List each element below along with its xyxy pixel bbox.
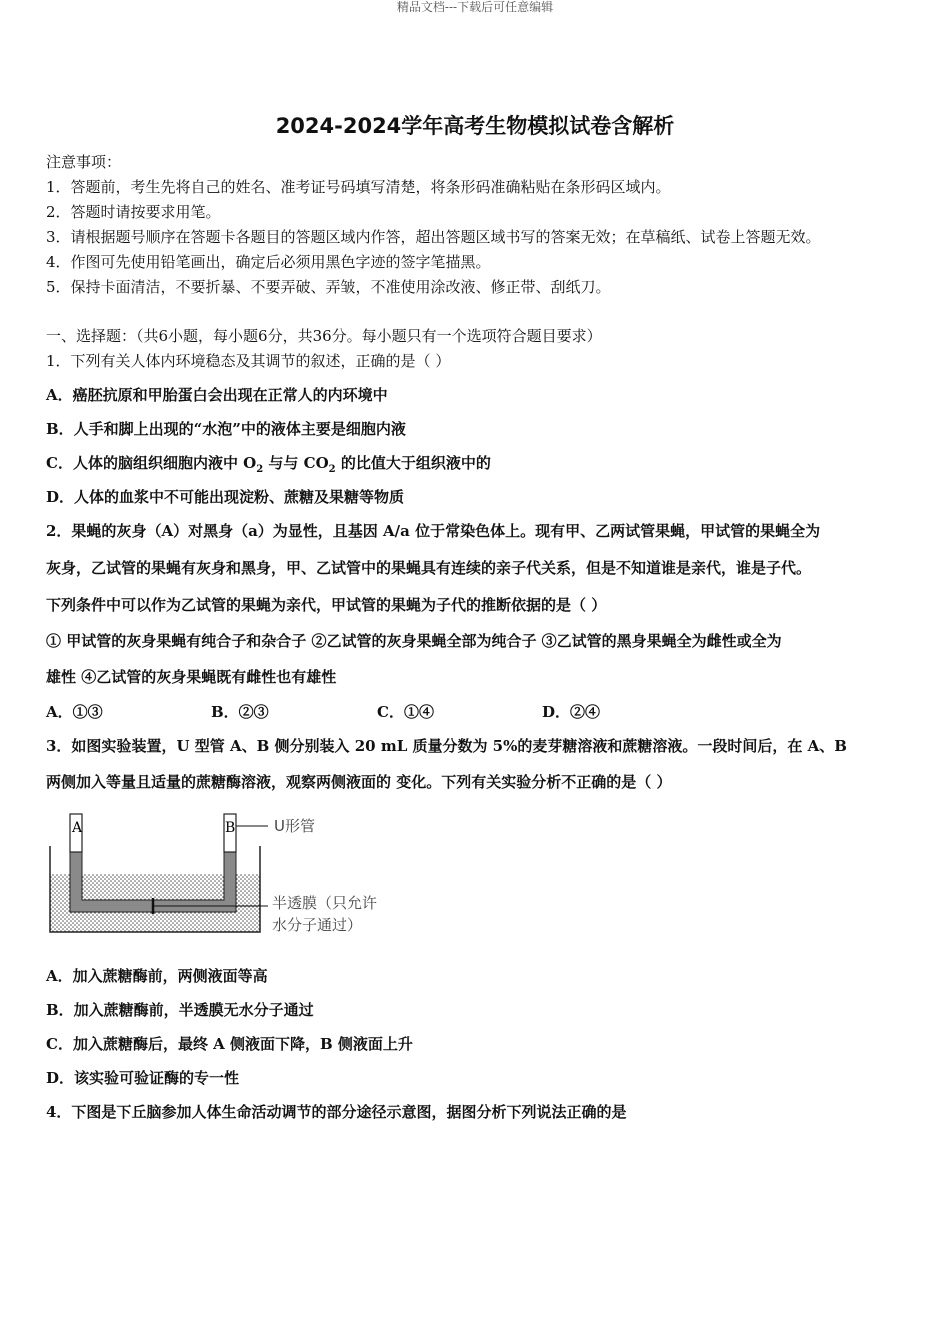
q3-line: 两侧加入等量且适量的蔗糖酶溶液，观察两侧液面的 变化。下列有关实验分析不正确的是（ ） [46, 773, 672, 791]
page-title: 2024-2024学年高考生物模拟试卷含解析 [275, 114, 675, 138]
q1-option-b: B．人手和脚上出现的“水泡”中的液体主要是细胞内液 [46, 420, 406, 438]
q1-option-c [46, 453, 491, 480]
section-heading: 一、选择题：（共6小题，每小题6分，共36分。每小题只有一个选项符合题目要求） [46, 327, 602, 345]
q1-c-mid: 与与 CO [263, 454, 329, 472]
q1-c-sub2: 2 [328, 464, 336, 475]
notice-heading: 注意事项： [46, 153, 122, 171]
q3-option-c: C．加入蔗糖酶后，最终 A 侧液面下降，B 侧液面上升 [46, 1035, 413, 1053]
q3-option-a: A．加入蔗糖酶前，两侧液面等高 [46, 967, 268, 985]
q1-option-d: D．人体的血浆中不可能出现淀粉、蔗糖及果糖等物质 [46, 488, 405, 506]
q2-option-a: A．①③ [46, 703, 103, 721]
header-note: 精品文档---下载后可任意编辑 [396, 0, 554, 14]
label-u-tube: U形管 [274, 817, 315, 835]
q2-line: 灰身，乙试管的果蝇有灰身和黑身，甲、乙试管中的果蝇具有连续的亲子代关系，但是不知道谁是亲代，谁是子代。 [46, 559, 812, 577]
notice-item: 5．保持卡面清洁，不要折暴、不要弄破、弄皱，不准使用涂改液、修正带、刮纸刀。 [46, 278, 611, 296]
notice-item: 1．答题前，考生先将自己的姓名、准考证号码填写清楚，将条形码准确粘贴在条形码区域内。 [46, 178, 671, 196]
q2-line: 2．果蝇的灰身（A）对黑身（a）为显性，且基因 A/a 位于常染色体上。现有甲、乙两试管果蝇，甲试管的果蝇全为 [46, 522, 821, 540]
q1-stem: 1．下列有关人体内环境稳态及其调节的叙述，正确的是（ ） [46, 352, 451, 370]
q2-line: ① 甲试管的灰身果蝇有纯合子和杂合子 ②乙试管的灰身果蝇全部为纯合子 ③乙试管的黑身果蝇全为雌性或全为 [46, 632, 782, 650]
q3-line: 3．如图实验装置，U 型管 A、B 侧分别装入 20 mL 质量分数为 5%的麦芽糖溶液和蔗糖溶液。一段时间后，在 A、B [46, 737, 847, 755]
q2-option-c: C．①④ [377, 703, 434, 721]
q3-option-d: D．该实验可验证酶的专一性 [46, 1069, 240, 1087]
notice-item: 4．作图可先使用铅笔画出，确定后必须用黑色字迹的签字笔描黑。 [46, 253, 491, 271]
q2-line: 雄性 ④乙试管的灰身果蝇既有雌性也有雄性 [46, 668, 337, 686]
label-membrane-1: 半透膜（只允许 [272, 894, 378, 912]
q2-line: 下列条件中可以作为乙试管的果蝇为亲代，甲试管的果蝇为子代的推断依据的是（ ） [46, 596, 607, 614]
q2-option-d: D．②④ [542, 703, 601, 721]
q3-option-b: B．加入蔗糖酶前，半透膜无水分子通过 [46, 1001, 314, 1019]
label-membrane-2: 水分子通过） [272, 916, 363, 934]
q1-c-sub1: 2 [256, 464, 264, 475]
q4-stem: 4．下图是下丘脑参加人体生命活动调节的部分途径示意图，据图分析下列说法正确的是 [46, 1103, 627, 1121]
q1-option-a: A．癌胚抗原和甲胎蛋白会出现在正常人的内环境中 [46, 386, 388, 404]
u-tube-diagram [46, 812, 406, 942]
notice-item: 2．答题时请按要求用笔。 [46, 203, 221, 221]
label-a: A [72, 820, 83, 836]
label-b: B [225, 820, 236, 836]
q2-option-b: B．②③ [211, 703, 269, 721]
notice-item: 3．请根据题号顺序在答题卡各题目的答题区域内作答，超出答题区域书写的答案无效；在草稿纸、试卷上答题无效。 [46, 228, 821, 246]
q1-c-pre: C．人体的脑组织细胞内液中 O [46, 454, 257, 472]
q1-c-post: 的比值大于组织液中的 [335, 454, 491, 472]
